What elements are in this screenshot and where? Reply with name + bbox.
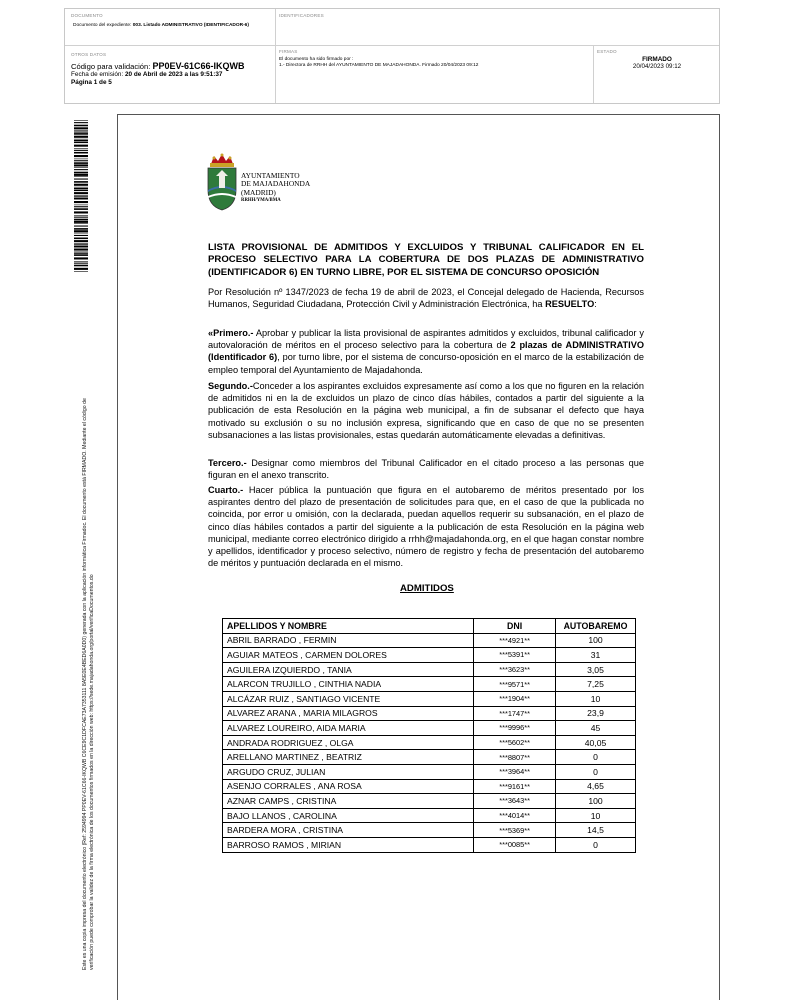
cell-dni: ***3964** — [474, 764, 556, 779]
cell-dni: ***4921** — [474, 633, 556, 648]
primero-label: «Primero.- — [208, 328, 254, 338]
resuelto-word: RESUELTO — [545, 299, 595, 310]
cell-dni: ***5391** — [474, 648, 556, 663]
documento-cell — [71, 13, 271, 29]
cell-dni: ***3643** — [474, 794, 556, 809]
cuarto-paragraph: Cuarto.- Hacer pública la puntuación que figura en el autobaremo de méritos presentado por los aspirantes dentro del plazo de presentación de solicitudes para que, en el caso de que la publicada no coincida, por error u omisión, con la declarada, puedan aquellos requerir su subsanación, en el plazo de cinco días hábiles contados a partir del siguiente a la publicación de esta Resolución en la página web municipal, mediante correo electrónico dirigido a rrhh@majadahonda.org, en el que hagan constar nombre y apellidos, identificador y proceso selectivo, número de registro y fecha de presentación del autobaremo de méritos y puntuación declarada en el mismo. — [208, 485, 644, 569]
cell-autobaremo: 7,25 — [556, 677, 636, 692]
column-header-dni: DNI — [474, 619, 556, 634]
firmas-line-2: 1.- Directora de RRHH del AYUNTAMIENTO DE MAJADAHONDA. Firmado 20/04/2023 09:12 — [279, 63, 479, 68]
documento-label: DOCUMENTO — [71, 13, 103, 18]
coat-of-arms-logo — [204, 152, 240, 212]
firmas-cell — [279, 49, 589, 69]
firmas-label: FIRMAS — [279, 49, 298, 54]
cuarto-label: Cuarto.- — [208, 485, 244, 495]
fecha-emision: 20 de Abril de 2023 a las 9:51:37 — [125, 71, 223, 78]
table-row — [223, 808, 636, 823]
cell-dni: ***9996** — [474, 721, 556, 736]
tercero-label: Tercero.- — [208, 458, 247, 468]
cell-name: ALCÁZAR RUIZ , SANTIAGO VICENTE — [223, 691, 474, 706]
estado-cell — [597, 49, 717, 70]
otros-label: OTROS DATOS — [71, 52, 107, 57]
table-row — [223, 677, 636, 692]
side-note-line-1: Este es una copia impresa del documento electrónico (Ref: 2594994 PP0EV-61C66-IKQWB C6CE9C1DFCAE73A7353111 8A5E0E4BED6A0D0) generada con la aplicación informática Firmadoc. El documento está FIRMADO. Mediante el código de — [82, 398, 88, 970]
cell-name: ARGUDO CRUZ, JULIAN — [223, 764, 474, 779]
council-ref: RRHH/YMA/BMA — [241, 198, 281, 204]
cell-autobaremo: 31 — [556, 648, 636, 663]
cell-name: ALVAREZ LOUREIRO, AIDA MARIA — [223, 721, 474, 736]
documento-prefix: Documento del expediente: — [73, 23, 133, 28]
cell-name: BAJO LLANOS , CAROLINA — [223, 808, 474, 823]
primero-paragraph: «Primero.- Aprobar y publicar la lista provisional de aspirantes admitidos y excluidos, tribunal calificador y autovaloración de méritos en el proceso selectivo para la cobertura de 2 plazas de ADMINISTRATIVO (Identificador 6), por turno libre, por el sistema de concurso-oposición en el marco de la estabilización de empleo temporal del Ayuntamiento de Majadahonda. — [208, 328, 644, 375]
identificadores-label: IDENTIFICADORES — [279, 13, 324, 18]
tercero-paragraph: Tercero.- Designar como miembros del Tribunal Calificador en el citado proceso a las personas que figuran en el anexo transcrito. — [208, 458, 644, 481]
cell-autobaremo: 10 — [556, 808, 636, 823]
table-header-row — [223, 619, 636, 634]
council-line-2: DE MAJADAHONDA — [241, 179, 311, 189]
cell-dni: ***0085** — [474, 837, 556, 852]
cell-dni: ***8807** — [474, 750, 556, 765]
side-note-line-2: verificación puede comprobar la validez de la firma electrónica de los documentos firmados en la dirección web: https://sede.majadahonda.org/portal/verificaDocumentos.do — [89, 574, 95, 970]
cell-dni: ***3623** — [474, 662, 556, 677]
cell-name: BARROSO RAMOS , MIRIAN — [223, 837, 474, 852]
table-row — [223, 794, 636, 809]
council-line-3: (MADRID) — [241, 187, 276, 197]
cell-autobaremo: 100 — [556, 633, 636, 648]
cell-name: ALARCON TRUJILLO , CINTHIA NADIA — [223, 677, 474, 692]
estado-label: ESTADO — [597, 49, 617, 54]
cell-autobaremo: 0 — [556, 837, 636, 852]
table-row — [223, 633, 636, 648]
segundo-paragraph: Segundo.-Conceder a los aspirantes excluidos expresamente así como a los que no figuren en la relación de admitidos ni en la de excluidos un plazo de cinco días hábiles, contados a partir del siguiente a la publicación de esta Resolución en la página web municipal, a fin de subsanar el defecto que haya motivado su exclusión o su no inclusión expresa, significando que en caso de que no se presenten subsanaciones a las listas provisionales, estas quedarán automáticamente elevadas a definitivas. — [208, 381, 644, 440]
cell-autobaremo: 14,5 — [556, 823, 636, 838]
council-line-1: AYUNTAMIENTO — [241, 171, 300, 180]
column-header-name: APELLIDOS Y NOMBRE — [223, 619, 474, 634]
cell-dni: ***5602** — [474, 735, 556, 750]
cell-dni: ***1904** — [474, 691, 556, 706]
table-row — [223, 764, 636, 779]
cell-autobaremo: 10 — [556, 691, 636, 706]
table-row — [223, 779, 636, 794]
cell-autobaremo: 0 — [556, 750, 636, 765]
table-row — [223, 735, 636, 750]
table-row — [223, 750, 636, 765]
page-count: Página 1 de 5 — [71, 79, 112, 86]
estado-value: FIRMADO — [642, 56, 672, 63]
table-row — [223, 823, 636, 838]
otros-datos-cell — [71, 52, 271, 87]
cell-dni: ***1747** — [474, 706, 556, 721]
table-row — [223, 721, 636, 736]
table-row — [223, 662, 636, 677]
table-row — [223, 648, 636, 663]
cell-autobaremo: 40,05 — [556, 735, 636, 750]
cell-dni: ***9571** — [474, 677, 556, 692]
council-name — [241, 172, 310, 204]
identificadores-cell — [279, 13, 324, 18]
cell-name: AGUIAR MATEOS , CARMEN DOLORES — [223, 648, 474, 663]
table-row — [223, 691, 636, 706]
cell-autobaremo: 3,05 — [556, 662, 636, 677]
estado-date: 20/04/2023 09:12 — [632, 63, 682, 70]
firmas-line-1: El documento ha sido firmado por : — [279, 57, 354, 62]
cell-name: BARDERA MORA , CRISTINA — [223, 823, 474, 838]
cell-name: ABRIL BARRADO , FERMIN — [223, 633, 474, 648]
cell-autobaremo: 45 — [556, 721, 636, 736]
document-header — [64, 8, 720, 104]
segundo-label: Segundo.- — [208, 381, 253, 391]
admitidos-table — [222, 618, 636, 853]
cell-name: ALVAREZ ARANA , MARIA MILAGROS — [223, 706, 474, 721]
documento-code: 003. Listado ADMINISTRATIVO (IDENTIFICADOR-6) — [132, 23, 249, 28]
table-row — [223, 837, 636, 852]
cell-dni: ***5369** — [474, 823, 556, 838]
cell-autobaremo: 100 — [556, 794, 636, 809]
cell-autobaremo: 0 — [556, 764, 636, 779]
codigo-prefix: Código para validación: — [71, 62, 151, 71]
admitidos-heading: ADMITIDOS — [400, 583, 454, 594]
cell-name: ASENJO CORRALES , ANA ROSA — [223, 779, 474, 794]
cell-name: ARELLANO MARTINEZ , BEATRIZ — [223, 750, 474, 765]
intro-paragraph: Por Resolución nº 1347/2023 de fecha 19 de abril de 2023, el Concejal delegado de Hacienda, Recursos Humanos, Seguridad Ciudadana, Protección Civil y Administración Electrónica, ha RESUELTO: — [208, 287, 644, 310]
barcode-image — [74, 120, 88, 272]
fecha-prefix: Fecha de emisión: — [71, 71, 124, 78]
cell-dni: ***4014** — [474, 808, 556, 823]
cell-autobaremo: 4,65 — [556, 779, 636, 794]
validation-code: PP0EV-61C66-IKQWB — [152, 61, 245, 71]
cell-autobaremo: 23,9 — [556, 706, 636, 721]
column-header-autobaremo: AUTOBAREMO — [556, 619, 636, 634]
cell-dni: ***9161** — [474, 779, 556, 794]
cell-name: ANDRADA RODRIGUEZ , OLGA — [223, 735, 474, 750]
cell-name: AZNAR CAMPS , CRISTINA — [223, 794, 474, 809]
cell-name: AGUILERA IZQUIERDO , TANIA — [223, 662, 474, 677]
verification-side-note — [82, 290, 96, 970]
table-row — [223, 706, 636, 721]
document-title: LISTA PROVISIONAL DE ADMITIDOS Y EXCLUIDOS Y TRIBUNAL CALIFICADOR EN EL PROCESO SELECTIVO PARA LA COBERTURA DE DOS PLAZAS DE ADMINISTRATIVO (IDENTIFICADOR 6) EN TURNO LIBRE, POR EL SISTEMA DE CONCURSO OPOSICIÓN — [208, 242, 644, 278]
